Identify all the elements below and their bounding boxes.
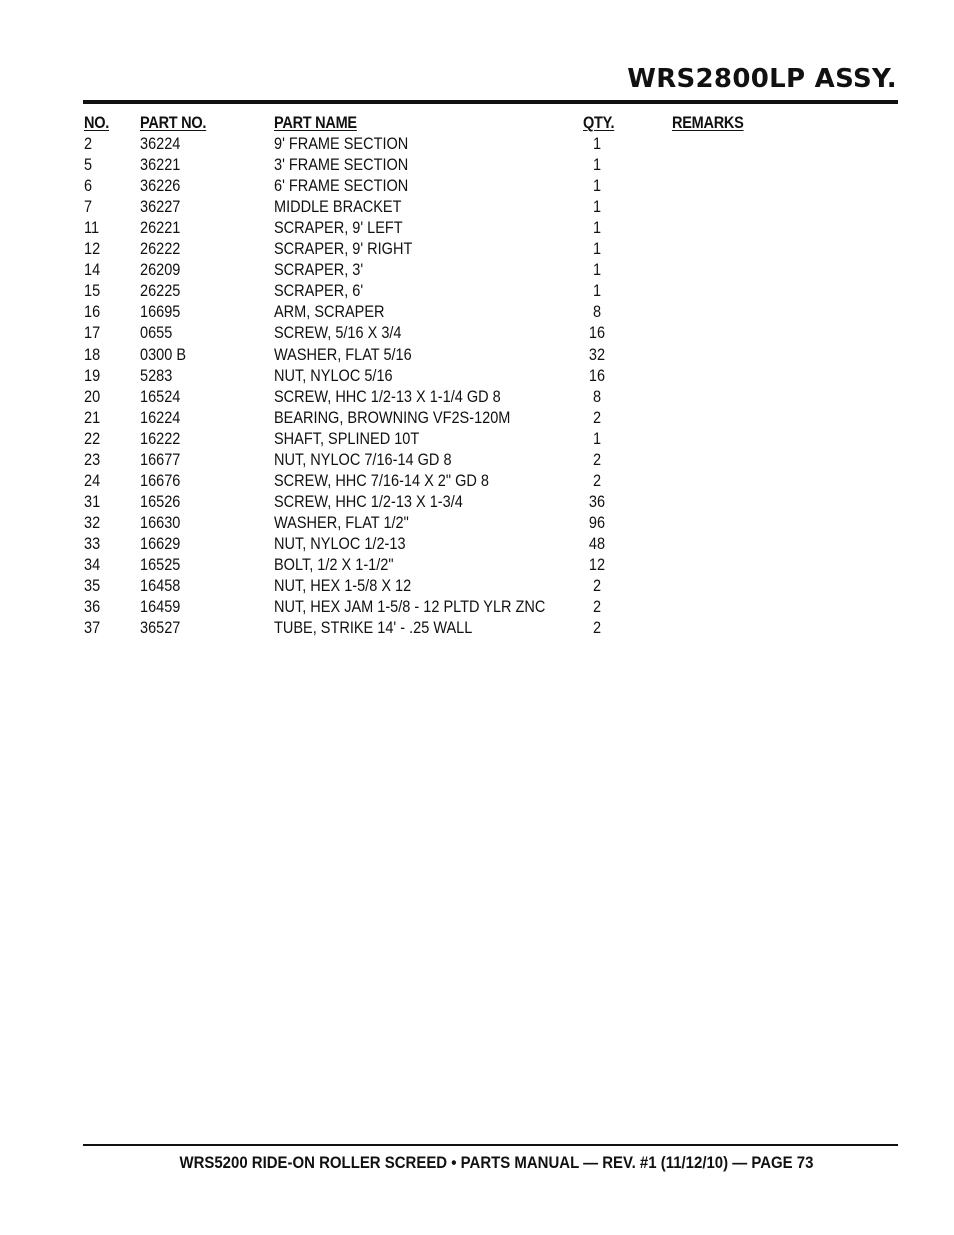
cell-part-name: SCREW, HHC 1/2-13 X 1-3/4 [274, 492, 463, 511]
cell-part-no: 16676 [140, 471, 181, 490]
cell-part-no: 16677 [140, 450, 181, 469]
cell-part-no: 16222 [140, 429, 181, 448]
cell-part-name: ARM, SCRAPER [274, 303, 385, 322]
page-footer: WRS5200 RIDE-ON ROLLER SCREED • PARTS MANUAL — REV. #1 (11/12/10) — PAGE 73 [179, 1153, 813, 1172]
cell-part-no: 36527 [140, 619, 181, 638]
cell-no: 7 [84, 198, 93, 217]
header-part-no: PART NO. [140, 114, 207, 132]
cell-part-name: SCREW, HHC 7/16-14 X 2" GD 8 [274, 471, 489, 490]
cell-part-name: BOLT, 1/2 X 1-1/2" [274, 555, 394, 574]
cell-part-no: 16526 [140, 492, 181, 511]
cell-part-no: 26209 [140, 261, 181, 280]
cell-part-name: SCRAPER, 6' [274, 282, 364, 301]
cell-part-name: SCREW, 5/16 X 3/4 [274, 324, 402, 343]
cell-no: 32 [84, 513, 101, 532]
cell-no: 21 [84, 408, 101, 427]
cell-qty: 2 [592, 577, 602, 596]
cell-qty: 12 [588, 555, 606, 574]
table-body [83, 134, 898, 639]
cell-no: 20 [84, 387, 101, 406]
cell-qty: 2 [592, 619, 602, 638]
cell-part-no: 16630 [140, 513, 181, 532]
table-row [83, 576, 898, 597]
footer-rule [83, 1144, 898, 1146]
cell-part-no: 26221 [140, 219, 181, 238]
cell-qty: 1 [592, 177, 602, 196]
cell-no: 36 [84, 598, 101, 617]
header-no: NO. [84, 114, 110, 132]
table-row [83, 492, 898, 513]
cell-qty: 1 [592, 135, 602, 154]
cell-part-name: SCREW, HHC 1/2-13 X 1-1/4 GD 8 [274, 387, 501, 406]
cell-part-name: 6' FRAME SECTION [274, 177, 409, 196]
cell-no: 33 [84, 534, 101, 553]
cell-no: 31 [84, 492, 101, 511]
table-row [83, 471, 898, 492]
cell-qty: 2 [592, 471, 602, 490]
cell-qty: 1 [592, 240, 602, 259]
cell-qty: 1 [592, 261, 602, 280]
table-row [83, 155, 898, 176]
cell-part-name: TUBE, STRIKE 14' - .25 WALL [274, 619, 473, 638]
cell-part-no: 36224 [140, 135, 181, 154]
cell-no: 23 [84, 450, 101, 469]
cell-part-no: 36221 [140, 156, 181, 175]
table-row [83, 323, 898, 344]
table-row [83, 366, 898, 387]
table-row [83, 534, 898, 555]
cell-part-name: WASHER, FLAT 1/2" [274, 513, 409, 532]
cell-no: 22 [84, 429, 101, 448]
table-row [83, 429, 898, 450]
table-row [83, 345, 898, 366]
cell-qty: 2 [592, 598, 602, 617]
cell-qty: 8 [592, 387, 602, 406]
cell-part-name: 9' FRAME SECTION [274, 135, 409, 154]
cell-part-name: SHAFT, SPLINED 10T [274, 429, 420, 448]
cell-qty: 1 [592, 219, 602, 238]
cell-part-name: SCRAPER, 3' [274, 261, 364, 280]
cell-part-name: SCRAPER, 9' LEFT [274, 219, 403, 238]
cell-qty: 32 [588, 345, 606, 364]
cell-qty: 48 [588, 534, 606, 553]
cell-no: 24 [84, 471, 101, 490]
cell-no: 11 [84, 219, 100, 238]
cell-qty: 1 [592, 429, 602, 448]
cell-no: 5 [84, 156, 93, 175]
page-title: WRS2800LP ASSY. [627, 64, 897, 94]
cell-part-name: NUT, NYLOC 1/2-13 [274, 534, 406, 553]
header-remarks: REMARKS [672, 114, 744, 132]
table-row [83, 176, 898, 197]
header-qty: QTY. [583, 114, 615, 132]
cell-part-no: 16224 [140, 408, 181, 427]
header-part-name: PART NAME [274, 114, 357, 132]
cell-part-name: BEARING, BROWNING VF2S-120M [274, 408, 511, 427]
cell-no: 2 [84, 135, 93, 154]
cell-part-name: NUT, HEX 1-5/8 X 12 [274, 577, 412, 596]
cell-no: 6 [84, 177, 93, 196]
table-row [83, 387, 898, 408]
table-row [83, 555, 898, 576]
header-rule [83, 100, 898, 104]
cell-part-no: 0655 [140, 324, 173, 343]
cell-no: 37 [84, 619, 101, 638]
cell-qty: 1 [592, 198, 602, 217]
cell-part-no: 36227 [140, 198, 181, 217]
table-row [83, 597, 898, 618]
cell-part-name: WASHER, FLAT 5/16 [274, 345, 412, 364]
cell-part-name: NUT, HEX JAM 1-5/8 - 12 PLTD YLR ZNC [274, 598, 546, 617]
cell-part-name: MIDDLE BRACKET [274, 198, 402, 217]
table-row [83, 197, 898, 218]
cell-part-name: NUT, NYLOC 5/16 [274, 366, 393, 385]
cell-qty: 36 [588, 492, 606, 511]
table-row [83, 513, 898, 534]
cell-no: 16 [84, 303, 101, 322]
cell-part-name: NUT, NYLOC 7/16-14 GD 8 [274, 450, 452, 469]
cell-qty: 2 [592, 450, 602, 469]
cell-qty: 2 [592, 408, 602, 427]
cell-no: 12 [84, 240, 101, 259]
cell-part-no: 16695 [140, 303, 181, 322]
cell-part-no: 36226 [140, 177, 181, 196]
cell-part-no: 26222 [140, 240, 181, 259]
cell-part-no: 16459 [140, 598, 181, 617]
cell-part-no: 16458 [140, 577, 181, 596]
cell-qty: 1 [592, 156, 602, 175]
cell-qty: 8 [592, 303, 602, 322]
table-row [83, 408, 898, 429]
cell-part-name: SCRAPER, 9' RIGHT [274, 240, 413, 259]
cell-no: 14 [84, 261, 101, 280]
table-row [83, 450, 898, 471]
cell-part-no: 5283 [140, 366, 173, 385]
table-row [83, 134, 898, 155]
cell-no: 34 [84, 555, 101, 574]
cell-part-name: 3' FRAME SECTION [274, 156, 409, 175]
cell-part-no: 0300 B [140, 345, 187, 364]
table-row [83, 281, 898, 302]
table-row [83, 239, 898, 260]
cell-part-no: 16525 [140, 555, 181, 574]
cell-qty: 16 [588, 324, 606, 343]
cell-part-no: 16629 [140, 534, 181, 553]
cell-no: 19 [84, 366, 101, 385]
table-row [83, 218, 898, 239]
table-row [83, 260, 898, 281]
table-row [83, 618, 898, 639]
cell-part-no: 16524 [140, 387, 181, 406]
cell-qty: 16 [588, 366, 606, 385]
cell-qty: 1 [592, 282, 602, 301]
table-header-row [83, 113, 898, 134]
cell-no: 15 [84, 282, 101, 301]
parts-table [83, 113, 898, 639]
cell-part-no: 26225 [140, 282, 181, 301]
table-row [83, 302, 898, 323]
cell-no: 17 [84, 324, 101, 343]
cell-qty: 96 [588, 513, 606, 532]
cell-no: 35 [84, 577, 101, 596]
cell-no: 18 [84, 345, 101, 364]
